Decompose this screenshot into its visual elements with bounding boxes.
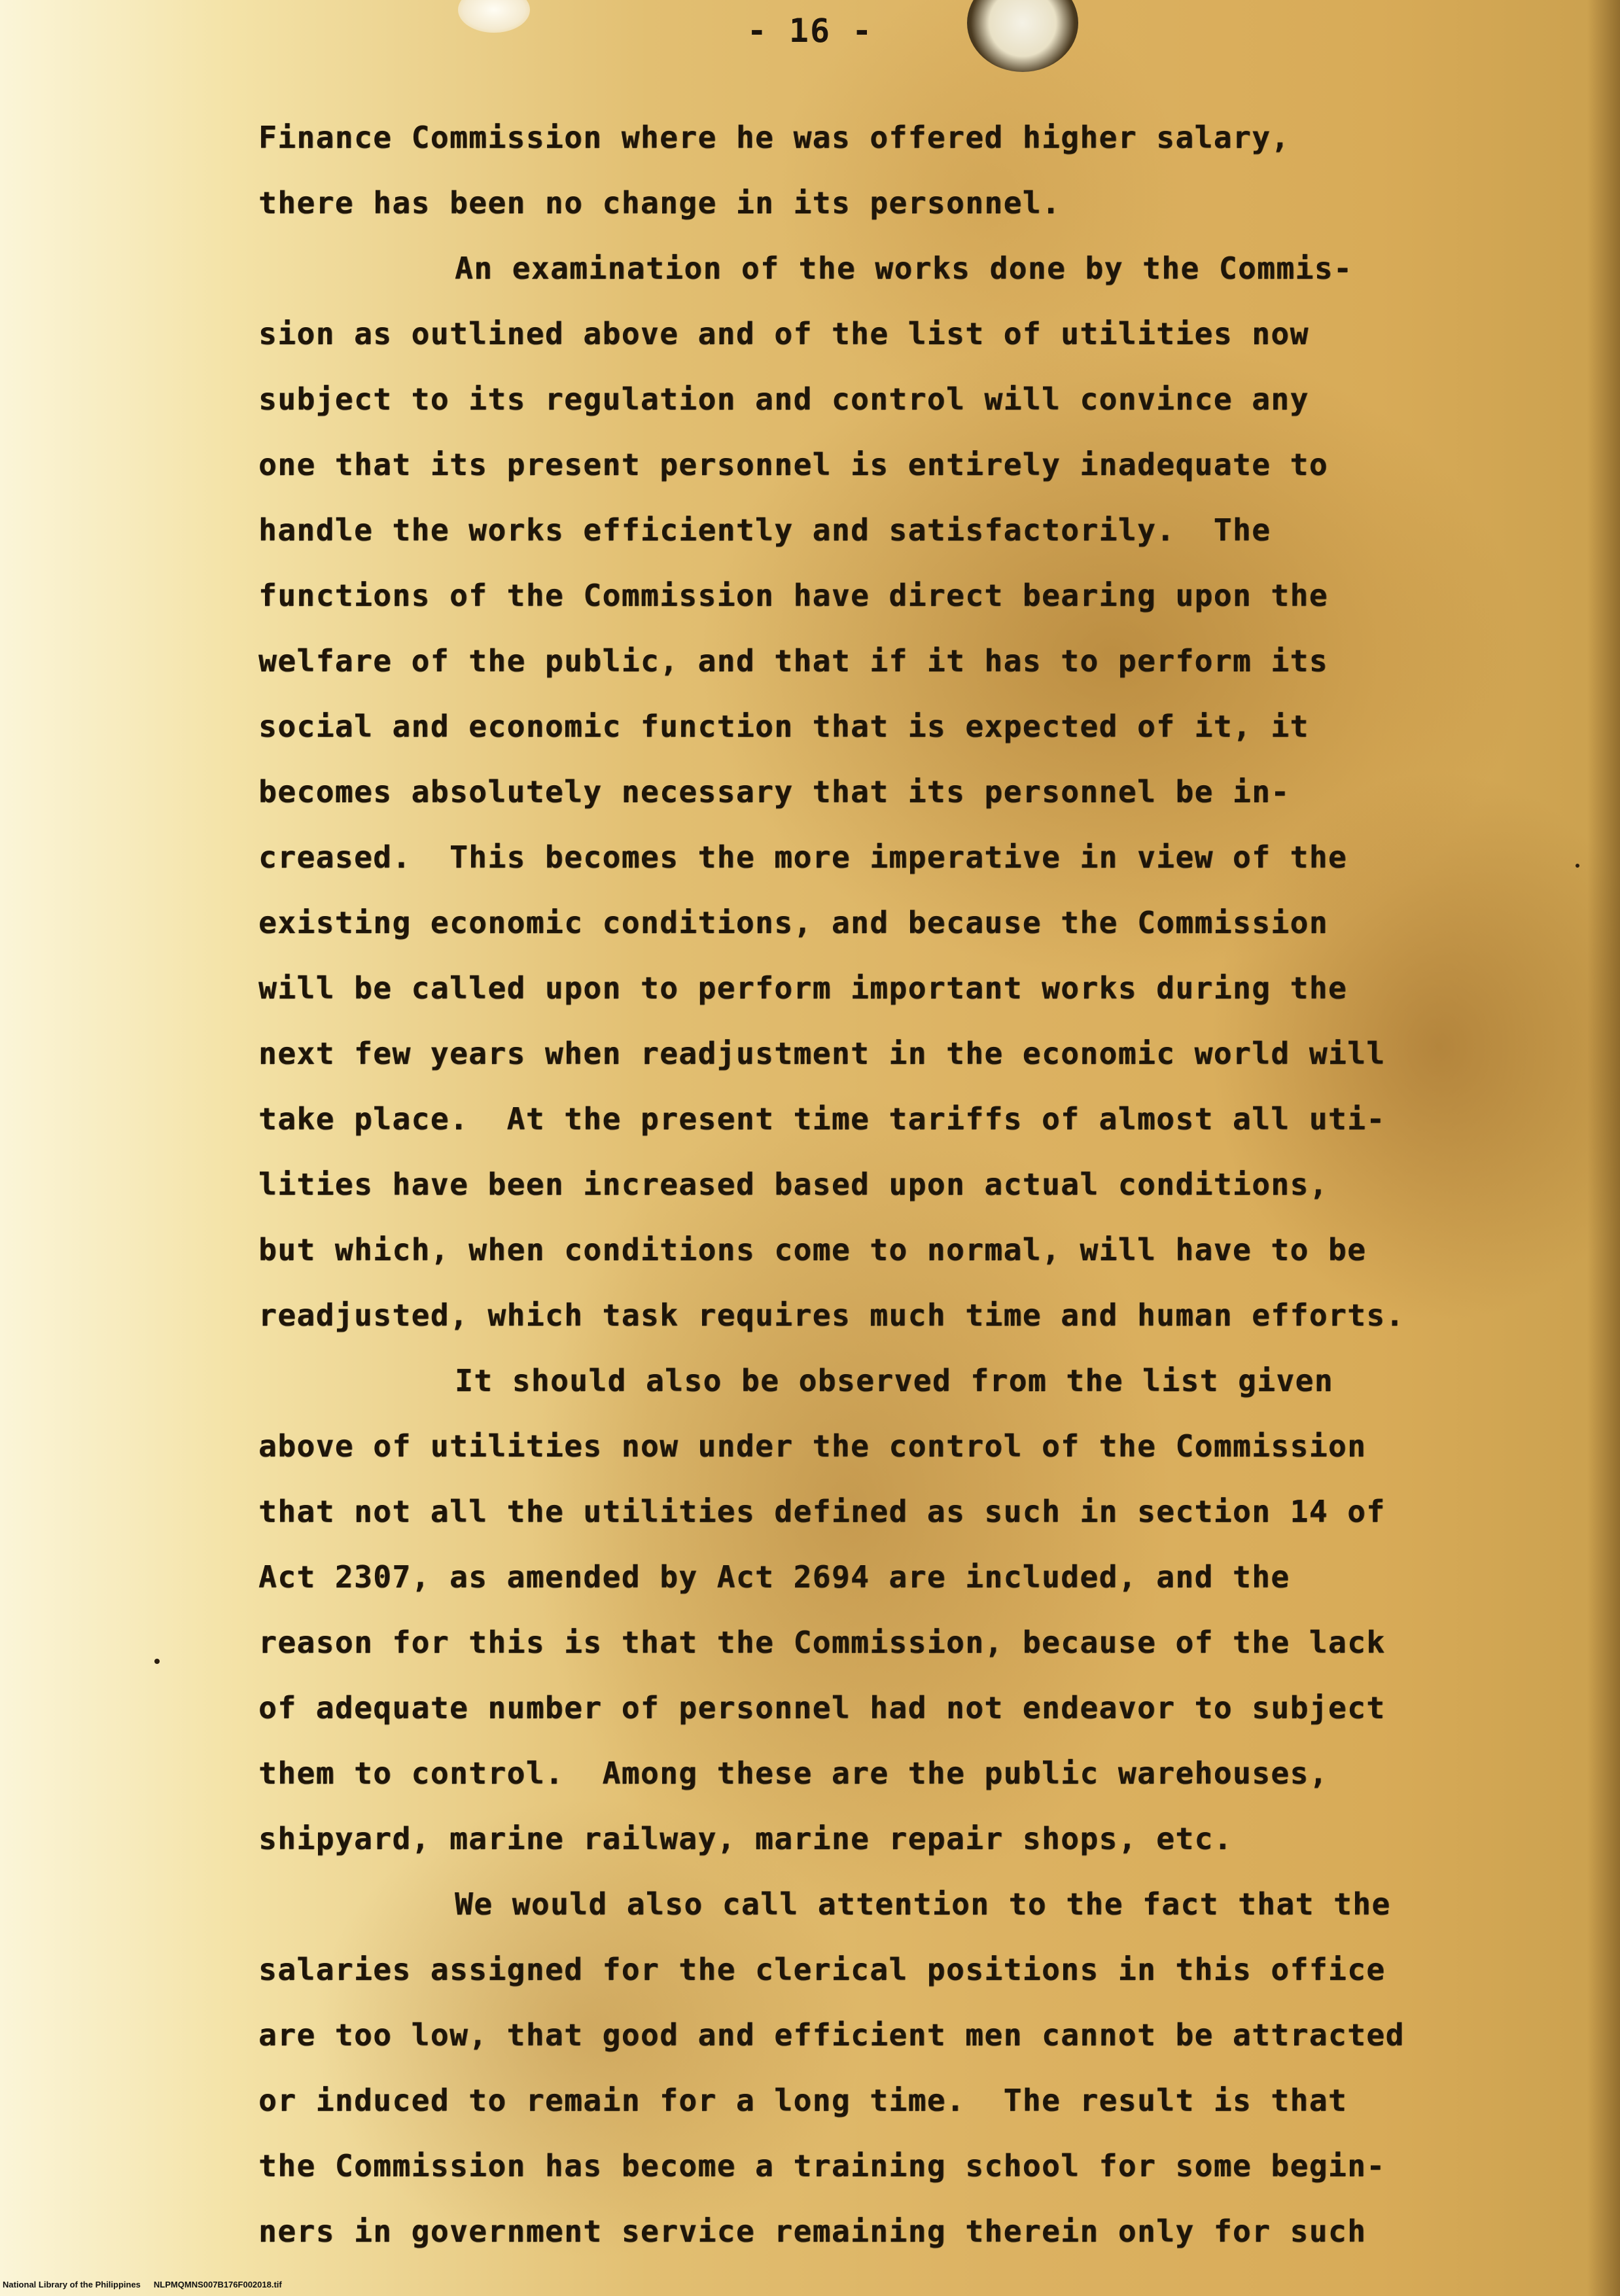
text-line: readjusted, which task requires much time and human efforts. xyxy=(258,1298,1405,1333)
text-line: salaries assigned for the clerical positions in this office xyxy=(258,1952,1386,1987)
text-line: existing economic conditions, and because the Commission xyxy=(258,905,1328,940)
text-line: them to control. Among these are the public warehouses, xyxy=(258,1756,1328,1791)
text-line: are too low, that good and efficient men cannot be attracted xyxy=(258,2017,1405,2053)
page-edge-shadow xyxy=(1587,0,1620,2296)
text-line: one that its present personnel is entirely inadequate to xyxy=(258,447,1328,482)
text-line: shipyard, marine railway, marine repair shops, etc. xyxy=(258,1821,1233,1856)
text-line: of adequate number of personnel had not endeavor to subject xyxy=(258,1690,1386,1725)
footer-library: National Library of the Philippines xyxy=(3,2280,141,2289)
text-line: becomes absolutely necessary that its personnel be in- xyxy=(258,774,1290,809)
text-line: handle the works efficiently and satisfactorily. The xyxy=(258,512,1271,548)
paragraph-start-line: It should also be observed from the list given xyxy=(455,1363,1333,1398)
text-line: Finance Commission where he was offered higher salary, xyxy=(258,120,1290,155)
ink-speck xyxy=(154,1659,160,1664)
text-line: above of utilities now under the control of the Commission xyxy=(258,1428,1367,1464)
text-line: creased. This becomes the more imperative in view of the xyxy=(258,839,1348,875)
text-line: but which, when conditions come to normal, will have to be xyxy=(258,1232,1367,1267)
text-line: social and economic function that is expected of it, it xyxy=(258,709,1309,744)
text-line: the Commission has become a training school for some begin- xyxy=(258,2148,1386,2183)
text-line: sion as outlined above and of the list of utilities now xyxy=(258,316,1309,351)
page-number: - 16 - xyxy=(747,12,873,50)
text-line: next few years when readjustment in the economic world will xyxy=(258,1036,1386,1071)
text-line: or induced to remain for a long time. The result is that xyxy=(258,2083,1348,2118)
text-line: lities have been increased based upon actual conditions, xyxy=(258,1167,1328,1202)
paragraph-start-line: We would also call attention to the fact that the xyxy=(455,1886,1391,1922)
archive-footer xyxy=(3,2280,282,2294)
text-line: Act 2307, as amended by Act 2694 are included, and the xyxy=(258,1559,1290,1595)
text-line: that not all the utilities defined as such in section 14 of xyxy=(258,1494,1386,1529)
text-line: reason for this is that the Commission, because of the lack xyxy=(258,1625,1386,1660)
paragraph-start-line: An examination of the works done by the Commis- xyxy=(455,251,1353,286)
text-line: there has been no change in its personnel. xyxy=(258,185,1061,221)
text-line: functions of the Commission have direct bearing upon the xyxy=(258,578,1328,613)
body-text xyxy=(258,105,1488,2264)
ink-speck xyxy=(1576,864,1579,868)
footer-file: NLPMQMNS007B176F002018.tif xyxy=(153,2280,282,2289)
text-line: ners in government service remaining therein only for such xyxy=(258,2214,1367,2249)
text-line: subject to its regulation and control will convince any xyxy=(258,381,1309,417)
text-line: will be called upon to perform important works during the xyxy=(258,970,1348,1006)
text-line: welfare of the public, and that if it has to perform its xyxy=(258,643,1328,679)
text-line: take place. At the present time tariffs of almost all uti- xyxy=(258,1101,1386,1137)
